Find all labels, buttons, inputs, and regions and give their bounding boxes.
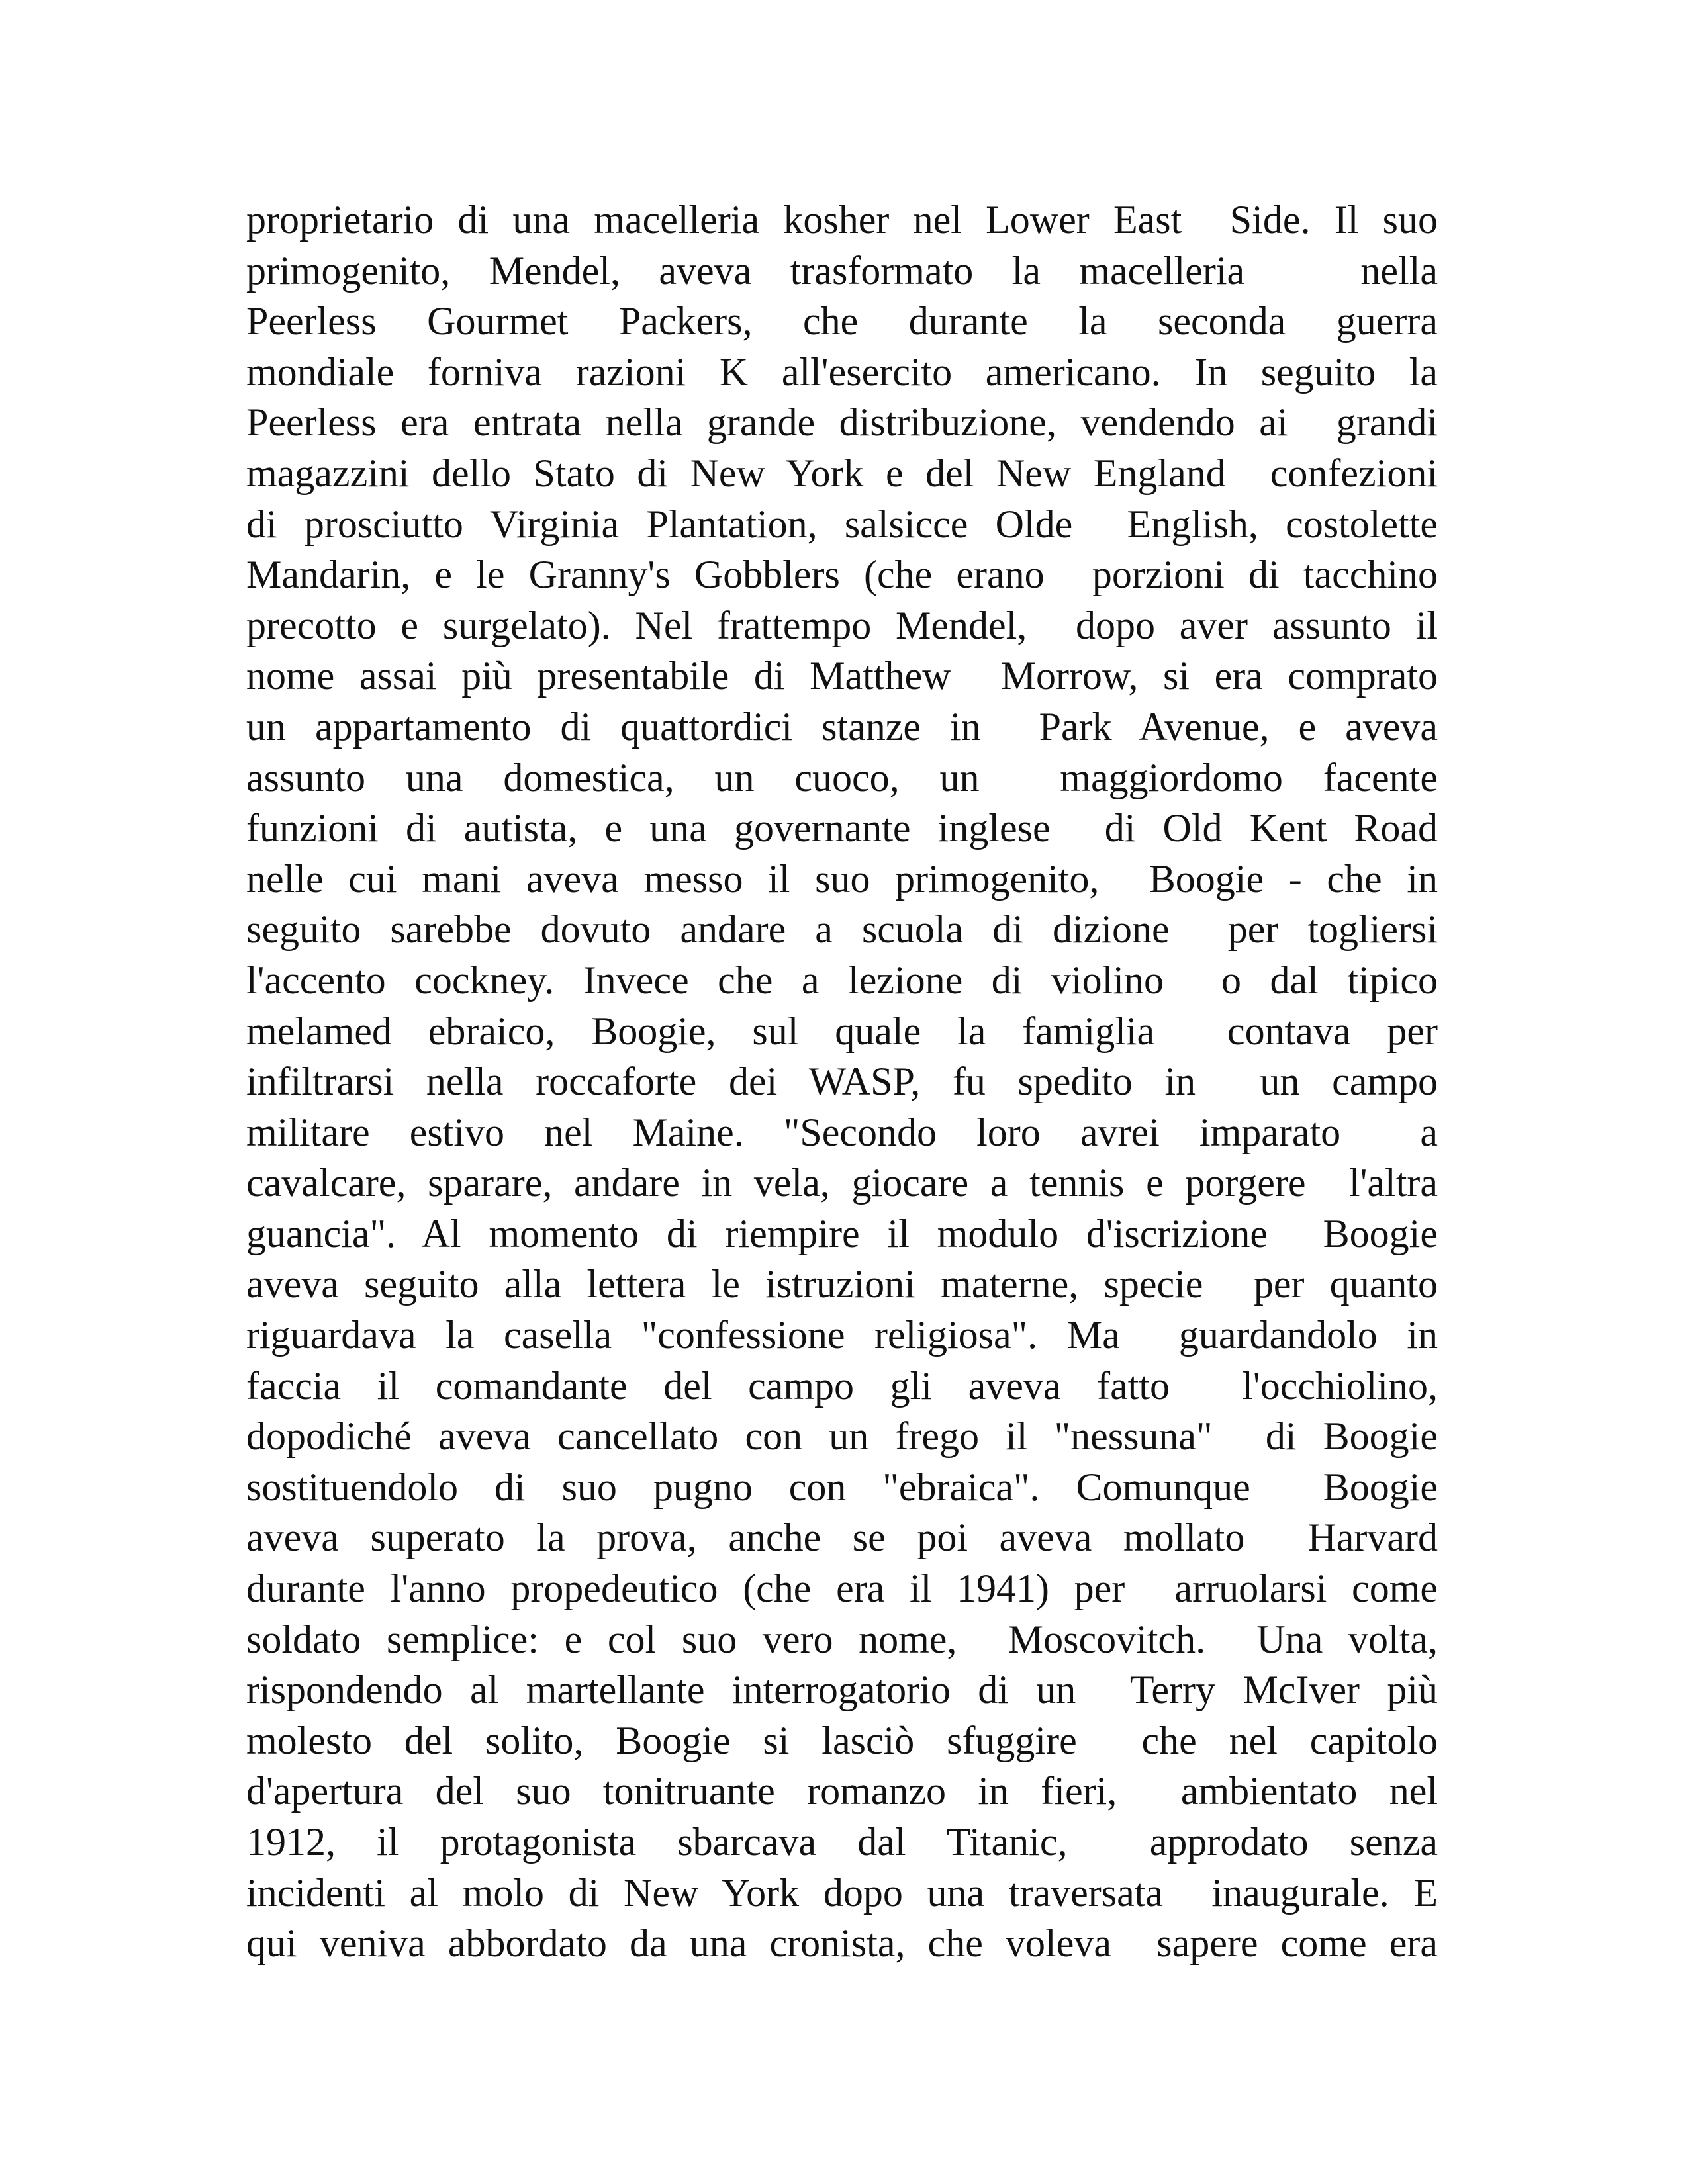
text-line: aveva seguito alla lettera le istruzioni materne, specie per quanto: [246, 1262, 1438, 1306]
text-line: d'apertura del suo tonitruante romanzo in fieri, ambientato nel: [246, 1769, 1438, 1813]
text-line: militare estivo nel Maine. "Secondo loro avrei imparato a: [246, 1110, 1438, 1154]
text-line: primogenito, Mendel, aveva trasformato la macelleria nella: [246, 248, 1438, 293]
text-line: di prosciutto Virginia Plantation, salsicce Olde English, costolette: [246, 502, 1438, 546]
text-line: guancia". Al momento di riempire il modulo d'iscrizione Boogie: [246, 1211, 1438, 1255]
text-line: infiltrarsi nella roccaforte dei WASP, fu spedito in un campo: [246, 1060, 1438, 1104]
text-line: magazzini dello Stato di New York e del New England confezioni: [246, 451, 1438, 495]
text-line: nome assai più presentabile di Matthew Morrow, si era comprato: [246, 654, 1438, 698]
text-line: Mandarin, e le Granny's Gobblers (che erano porzioni di tacchino: [246, 553, 1438, 597]
text-line: faccia il comandante del campo gli aveva fatto l'occhiolino,: [246, 1363, 1438, 1408]
text-line: incidenti al molo di New York dopo una traversata inaugurale. E: [246, 1870, 1438, 1915]
text-line: riguardava la casella "confessione religiosa". Ma guardandolo in: [246, 1313, 1438, 1357]
text-line: sostituendolo di suo pugno con "ebraica". Comunque Boogie: [246, 1465, 1438, 1509]
text-line: rispondendo al martellante interrogatorio di un Terry McIver più: [246, 1668, 1438, 1712]
text-line: soldato semplice: e col suo vero nome, Moscovitch. Una volta,: [246, 1617, 1438, 1661]
text-line: aveva superato la prova, anche se poi aveva mollato Harvard: [246, 1516, 1438, 1560]
text-line: Peerless era entrata nella grande distribuzione, vendendo ai grandi: [246, 400, 1438, 445]
body-text: [246, 195, 1438, 1969]
text-line: proprietario di una macelleria kosher nel Lower East Side. Il suo: [246, 198, 1438, 242]
text-line: un appartamento di quattordici stanze in Park Avenue, e aveva: [246, 704, 1438, 749]
text-line: Peerless Gourmet Packers, che durante la seconda guerra: [246, 299, 1438, 343]
text-line: precotto e surgelato). Nel frattempo Mendel, dopo aver assunto il: [246, 603, 1438, 647]
text-line: cavalcare, sparare, andare in vela, giocare a tennis e porgere l'altra: [246, 1161, 1438, 1205]
text-line: seguito sarebbe dovuto andare a scuola di dizione per togliersi: [246, 907, 1438, 952]
text-line: melamed ebraico, Boogie, sul quale la famiglia contava per: [246, 1009, 1438, 1053]
text-line: mondiale forniva razioni K all'esercito americano. In seguito la: [246, 349, 1438, 394]
text-line: dopodiché aveva cancellato con un frego il "nessuna" di Boogie: [246, 1414, 1438, 1459]
text-line: assunto una domestica, un cuoco, un maggiordomo facente: [246, 755, 1438, 799]
text-line: qui veniva abbordato da una cronista, che voleva sapere come era: [246, 1921, 1438, 1966]
text-line: molesto del solito, Boogie si lasciò sfuggire che nel capitolo: [246, 1718, 1438, 1762]
text-line: nelle cui mani aveva messo il suo primogenito, Boogie - che in: [246, 856, 1438, 901]
text-line: l'accento cockney. Invece che a lezione di violino o dal tipico: [246, 958, 1438, 1002]
text-line: 1912, il protagonista sbarcava dal Titanic, approdato senza: [246, 1820, 1438, 1864]
text-line: funzioni di autista, e una governante inglese di Old Kent Road: [246, 806, 1438, 850]
text-line: durante l'anno propedeutico (che era il 1941) per arruolarsi come: [246, 1567, 1438, 1611]
